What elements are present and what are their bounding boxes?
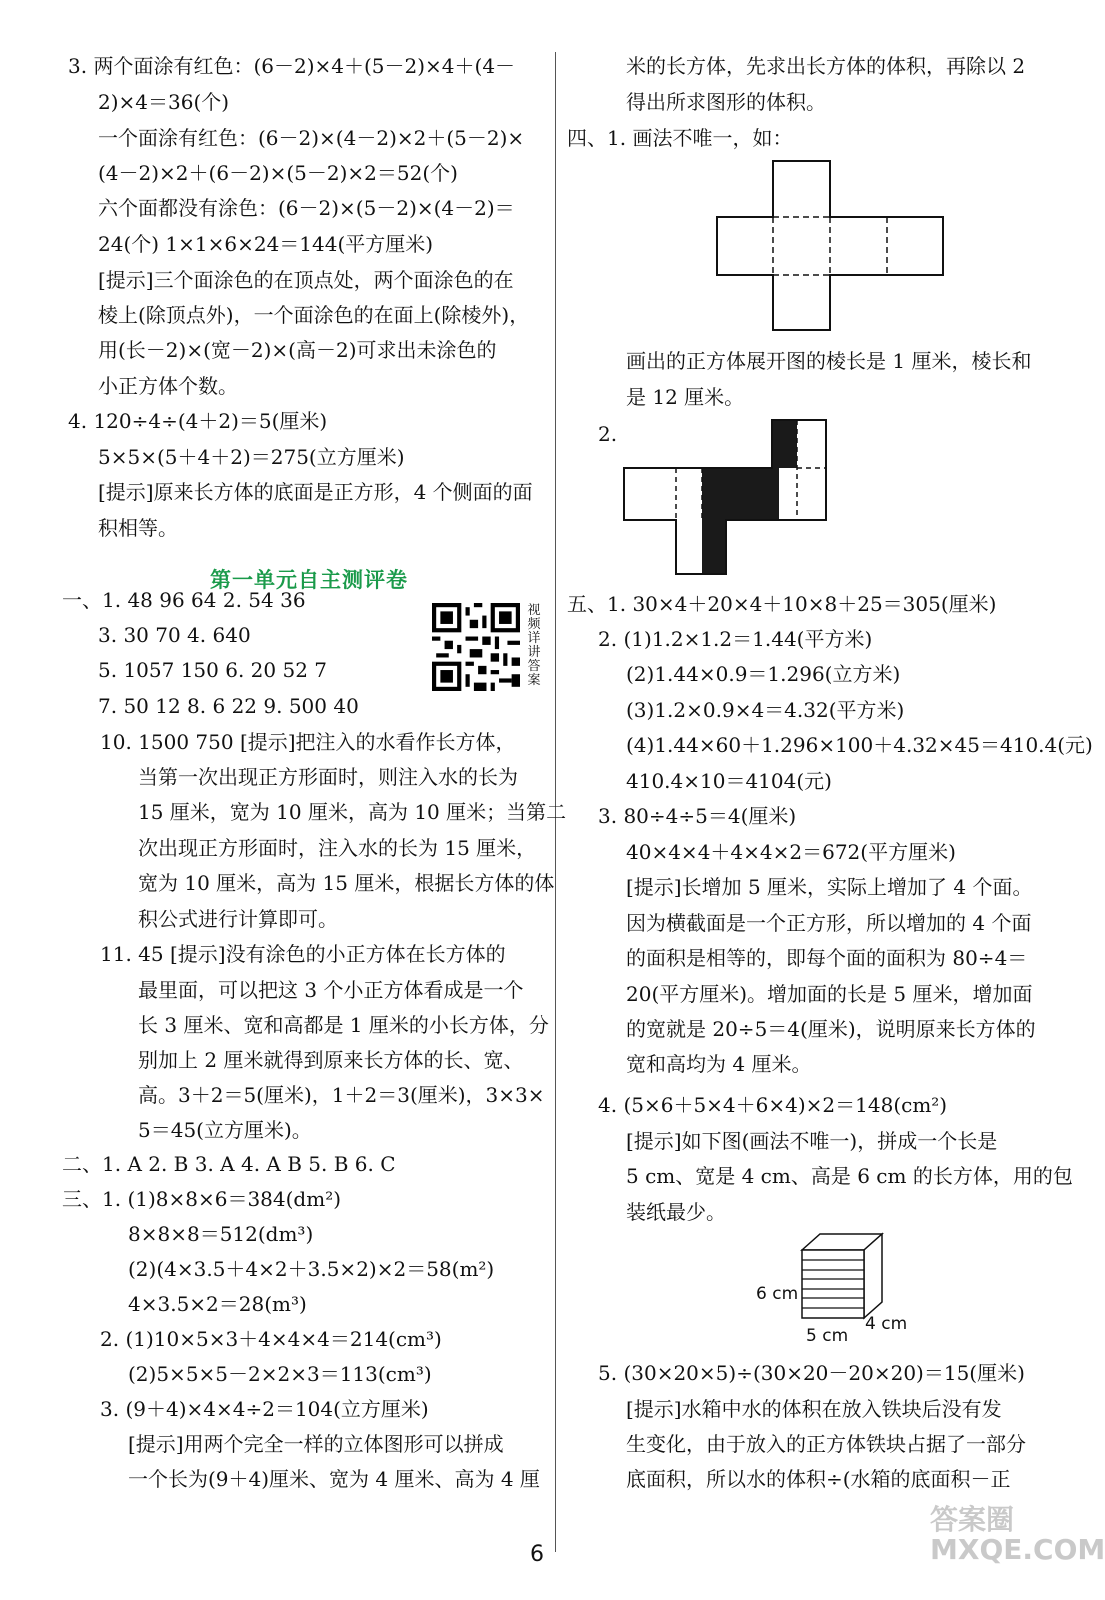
- left-line-13: [提示]原来长方体的底面是正方形，4 个侧面的面: [98, 480, 533, 504]
- qr-label: 视频详讲答案: [527, 603, 541, 688]
- answer-1-11c: 长 3 厘米、宽和高都是 1 厘米的小长方体，分: [138, 1013, 549, 1037]
- left-line-12: 5×5×(5＋4＋2)＝275(立方厘米): [98, 445, 405, 469]
- fig-length-label: 5 cm: [806, 1326, 849, 1346]
- answer-1-1: 一、1. 48 96 64 2. 54 36: [62, 588, 306, 612]
- right-line-19: 的宽就是 20÷5＝4(厘米)，说明原来长方体的: [626, 1017, 1036, 1041]
- answer-3-1d: 4×3.5×2＝28(m³): [128, 1292, 307, 1316]
- right-line-15: [提示]长增加 5 厘米，实际上增加了 4 个面。: [626, 875, 1033, 899]
- left-line-7: [提示]三个面涂色的在顶点处，两个面涂色的在: [98, 268, 514, 292]
- cube-net-figure-2: [622, 418, 830, 576]
- right-line-17: 的面积是相等的，即每个面的面积为 80÷4＝: [626, 946, 1028, 970]
- fig-height-label: 6 cm: [756, 1284, 799, 1304]
- right-line-25: 5. (30×20×5)÷(30×20－20×20)＝15(厘米): [598, 1361, 1025, 1385]
- answer-3-1b: 8×8×8＝512(dm³): [128, 1222, 314, 1246]
- right-line-1: 米的长方体，先求出长方体的体积，再除以 2: [626, 54, 1026, 78]
- left-line-6: 24(个) 1×1×6×24＝144(平方厘米): [98, 232, 434, 256]
- answer-1-11a: 11. 45 [提示]没有涂色的小正方体在长方体的: [100, 942, 506, 966]
- watermark: 答案圈 MXQE.COM: [930, 1503, 1105, 1566]
- right-line-28: 底面积，所以水的体积÷(水箱的底面积－正: [626, 1467, 1011, 1491]
- answer-1-10e: 宽为 10 厘米，高为 15 厘米，根据长方体的体: [138, 871, 555, 895]
- left-line-10: 小正方体个数。: [98, 374, 238, 398]
- right-line-21: 4. (5×6＋5×4＋6×4)×2＝148(cm²): [598, 1093, 948, 1117]
- left-line-8: 棱上(除顶点外)，一个面涂色的在面上(除棱外)，: [98, 303, 530, 327]
- answer-3-2b: (2)5×5×5－2×2×3＝113(cm³): [128, 1362, 432, 1386]
- left-line-4: (4－2)×2＋(6－2)×(5－2)×2＝52(个): [98, 161, 458, 185]
- answer-3-1c: (2)(4×3.5＋4×2＋3.5×2)×2＝58(m²): [128, 1257, 495, 1281]
- section-title: 第一单元自主测评卷: [210, 567, 408, 592]
- answer-1-11f: 5＝45(立方厘米)。: [138, 1118, 312, 1142]
- right-line-26: [提示]水箱中水的体积在放入铁块后没有发: [626, 1397, 1002, 1421]
- right-line-3: 四、1. 画法不唯一，如：: [567, 126, 793, 150]
- qr-code-icon[interactable]: [432, 603, 520, 691]
- right-line-14: 40×4×4＋4×4×2＝672(平方厘米): [626, 840, 956, 864]
- box-stack-figure: [800, 1232, 886, 1322]
- right-line-7: 五、1. 30×4＋20×4＋10×8＋25＝305(厘米): [567, 592, 997, 616]
- left-line-14: 积相等。: [98, 516, 178, 540]
- answer-1-11d: 别加上 2 厘米就得到原来长方体的长、宽、: [138, 1048, 524, 1072]
- left-line-9: 用(长－2)×(宽－2)×(高－2)可求出未涂色的: [98, 338, 497, 362]
- answer-1-3: 3. 30 70 4. 640: [98, 623, 251, 647]
- answer-1-10c: 15 厘米，宽为 10 厘米，高为 10 厘米；当第二: [138, 800, 567, 824]
- right-line-16: 因为横截面是一个正方形，所以增加的 4 个面: [626, 911, 1032, 935]
- fig-width-label: 4 cm: [865, 1314, 908, 1334]
- answer-1-10a: 10. 1500 750 [提示]把注入的水看作长方体，: [100, 730, 516, 754]
- right-line-10: (3)1.2×0.9×4＝4.32(平方米): [626, 698, 905, 722]
- answer-3-1a: 三、1. (1)8×8×6＝384(dm²): [62, 1187, 342, 1211]
- answer-1-7: 7. 50 12 8. 6 22 9. 500 40: [98, 694, 359, 718]
- right-line-9: (2)1.44×0.9＝1.296(立方米): [626, 662, 901, 686]
- cube-net-figure-1: [715, 160, 945, 332]
- right-line-6: 2.: [598, 422, 618, 446]
- right-line-13: 3. 80÷4÷5＝4(厘米): [598, 804, 797, 828]
- right-line-5: 是 12 厘米。: [626, 385, 745, 409]
- right-line-20: 宽和高均为 4 厘米。: [626, 1052, 812, 1076]
- answer-3-3c: 一个长为(9＋4)厘米、宽为 4 厘米、高为 4 厘: [128, 1467, 540, 1491]
- right-line-8: 2. (1)1.2×1.2＝1.44(平方米): [598, 627, 873, 651]
- answer-1-10b: 当第一次出现正方形面时，则注入水的长为: [138, 765, 518, 789]
- right-line-12: 410.4×10＝4104(元): [626, 769, 832, 793]
- answer-1-5: 5. 1057 150 6. 20 52 7: [98, 658, 328, 682]
- page-number: 6: [530, 1542, 544, 1567]
- answer-1-10f: 积公式进行计算即可。: [138, 907, 338, 931]
- left-line-3: 一个面涂有红色：(6－2)×(4－2)×2＋(5－2)×: [98, 126, 525, 150]
- right-line-27: 生变化，由于放入的正方体铁块占据了一部分: [626, 1432, 1026, 1456]
- right-line-2: 得出所求图形的体积。: [626, 90, 826, 114]
- right-line-4: 画出的正方体展开图的棱长是 1 厘米，棱长和: [626, 349, 1032, 373]
- right-line-18: 20(平方厘米)。增加面的长是 5 厘米，增加面: [626, 982, 1033, 1006]
- answer-1-11b: 最里面，可以把这 3 个小正方体看成是一个: [138, 978, 524, 1002]
- answer-1-11e: 高。3＋2＝5(厘米)，1＋2＝3(厘米)，3×3×: [138, 1083, 545, 1107]
- left-line-11: 4. 120÷4÷(4＋2)＝5(厘米): [68, 409, 328, 433]
- answer-1-10d: 次出现正方形面时，注入水的长为 15 厘米，: [138, 836, 537, 860]
- right-line-24: 装纸最少。: [626, 1200, 726, 1224]
- answer-3-3a: 3. (9＋4)×4×4÷2＝104(立方厘米): [100, 1397, 429, 1421]
- answer-3-2a: 2. (1)10×5×3＋4×4×4＝214(cm³): [100, 1327, 442, 1351]
- right-line-22: [提示]如下图(画法不唯一)，拼成一个长是: [626, 1129, 998, 1153]
- answer-2: 二、1. A 2. B 3. A 4. A B 5. B 6. C: [62, 1152, 396, 1176]
- left-line-1: 3. 两个面涂有红色：(6－2)×4＋(5－2)×4＋(4－: [68, 54, 516, 78]
- answer-3-3b: [提示]用两个完全一样的立体图形可以拼成: [128, 1432, 504, 1456]
- right-line-11: (4)1.44×60＋1.296×100＋4.32×45＝410.4(元): [626, 733, 1093, 757]
- right-line-23: 5 cm、宽是 4 cm、高是 6 cm 的长方体，用的包: [626, 1164, 1073, 1188]
- left-line-2: 2)×4＝36(个): [98, 90, 230, 114]
- left-line-5: 六个面都没有涂色：(6－2)×(5－2)×(4－2)＝: [98, 196, 515, 220]
